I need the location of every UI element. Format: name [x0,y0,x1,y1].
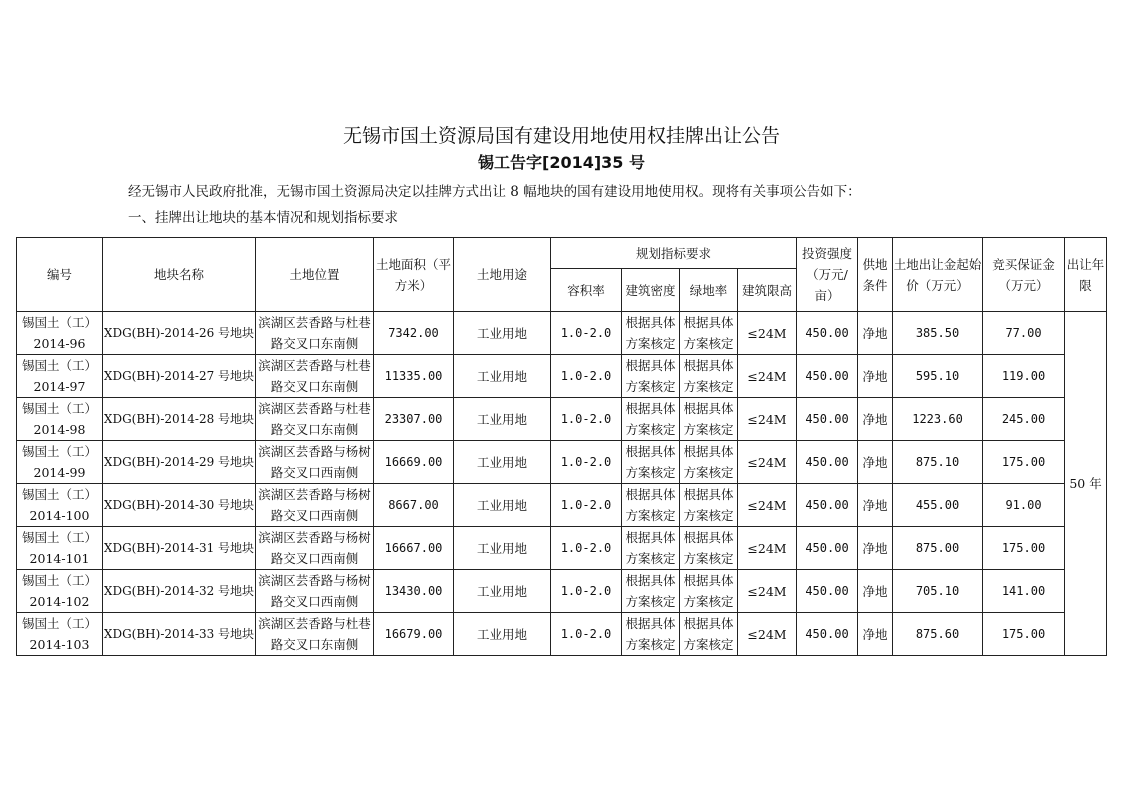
cell-id: 锡国土（工）2014-100 [17,484,103,527]
cell-parcel-name: XDG(BH)-2014-29 号地块 [103,441,256,484]
table-row [17,312,1107,355]
cell-parcel-name: XDG(BH)-2014-32 号地块 [103,570,256,613]
cell-supply: 净地 [858,613,893,656]
cell-far: 1.0-2.0 [551,398,622,441]
header-density: 建筑密度 [622,269,680,312]
cell-green: 根据具体方案核定 [680,355,738,398]
cell-height: ≤24M [738,527,797,570]
cell-far: 1.0-2.0 [551,441,622,484]
header-use: 土地用途 [454,238,551,312]
cell-location: 滨湖区芸香路与杜巷路交叉口东南侧 [256,312,374,355]
cell-area: 11335.00 [374,355,454,398]
cell-investment: 450.00 [797,441,858,484]
cell-parcel-name: XDG(BH)-2014-27 号地块 [103,355,256,398]
cell-use: 工业用地 [454,312,551,355]
cell-id: 锡国土（工）2014-98 [17,398,103,441]
header-parcel-name: 地块名称 [103,238,256,312]
table-row [17,570,1107,613]
cell-density: 根据具体方案核定 [622,570,680,613]
cell-start-price: 385.50 [893,312,983,355]
cell-area: 16667.00 [374,527,454,570]
cell-investment: 450.00 [797,398,858,441]
cell-area: 8667.00 [374,484,454,527]
cell-investment: 450.00 [797,570,858,613]
cell-density: 根据具体方案核定 [622,355,680,398]
cell-area: 16669.00 [374,441,454,484]
cell-use: 工业用地 [454,613,551,656]
cell-deposit: 141.00 [983,570,1065,613]
cell-height: ≤24M [738,398,797,441]
cell-start-price: 705.10 [893,570,983,613]
header-supply: 供地条件 [858,238,893,312]
document-number: 锡工告字[2014]35 号 [478,153,645,172]
header-green: 绿地率 [680,269,738,312]
cell-location: 滨湖区芸香路与杜巷路交叉口东南侧 [256,398,374,441]
cell-location: 滨湖区芸香路与杜巷路交叉口东南侧 [256,355,374,398]
cell-far: 1.0-2.0 [551,355,622,398]
cell-start-price: 875.10 [893,441,983,484]
cell-deposit: 175.00 [983,613,1065,656]
cell-parcel-name: XDG(BH)-2014-31 号地块 [103,527,256,570]
cell-investment: 450.00 [797,613,858,656]
cell-supply: 净地 [858,398,893,441]
cell-height: ≤24M [738,441,797,484]
parcel-table [16,237,1107,656]
cell-density: 根据具体方案核定 [622,484,680,527]
cell-far: 1.0-2.0 [551,484,622,527]
header-area: 土地面积（平方米） [374,238,454,312]
header-location: 土地位置 [256,238,374,312]
header-term: 出让年限 [1065,238,1107,312]
table-row [17,398,1107,441]
cell-parcel-name: XDG(BH)-2014-33 号地块 [103,613,256,656]
table-row [17,527,1107,570]
cell-use: 工业用地 [454,355,551,398]
table-row [17,484,1107,527]
cell-deposit: 175.00 [983,527,1065,570]
header-start-price: 土地出让金起始价（万元） [893,238,983,312]
cell-area: 13430.00 [374,570,454,613]
cell-density: 根据具体方案核定 [622,398,680,441]
cell-id: 锡国土（工）2014-103 [17,613,103,656]
cell-deposit: 77.00 [983,312,1065,355]
cell-parcel-name: XDG(BH)-2014-28 号地块 [103,398,256,441]
section-heading: 一、挂牌出让地块的基本情况和规划指标要求 [128,210,398,226]
cell-green: 根据具体方案核定 [680,570,738,613]
header-height: 建筑限高 [738,269,797,312]
cell-parcel-name: XDG(BH)-2014-30 号地块 [103,484,256,527]
page-title: 无锡市国土资源局国有建设用地使用权挂牌出让公告 [342,125,780,147]
cell-deposit: 91.00 [983,484,1065,527]
cell-location: 滨湖区芸香路与杨树路交叉口西南侧 [256,527,374,570]
intro-paragraph: 经无锡市人民政府批准，无锡市国土资源局决定以挂牌方式出让 8 幅地块的国有建设用地使用权。现将有关事项公告如下： [128,184,861,200]
cell-id: 锡国土（工）2014-101 [17,527,103,570]
cell-height: ≤24M [738,312,797,355]
cell-supply: 净地 [858,570,893,613]
cell-green: 根据具体方案核定 [680,484,738,527]
cell-density: 根据具体方案核定 [622,441,680,484]
cell-green: 根据具体方案核定 [680,527,738,570]
cell-green: 根据具体方案核定 [680,312,738,355]
cell-use: 工业用地 [454,527,551,570]
cell-density: 根据具体方案核定 [622,312,680,355]
cell-id: 锡国土（工）2014-97 [17,355,103,398]
cell-start-price: 875.60 [893,613,983,656]
header-far: 容积率 [551,269,622,312]
cell-location: 滨湖区芸香路与杨树路交叉口西南侧 [256,441,374,484]
cell-location: 滨湖区芸香路与杨树路交叉口西南侧 [256,484,374,527]
cell-green: 根据具体方案核定 [680,398,738,441]
cell-location: 滨湖区芸香路与杨树路交叉口西南侧 [256,570,374,613]
cell-far: 1.0-2.0 [551,570,622,613]
cell-supply: 净地 [858,312,893,355]
cell-lease-term: 50 年 [1065,312,1107,656]
table-row [17,441,1107,484]
cell-deposit: 119.00 [983,355,1065,398]
cell-use: 工业用地 [454,570,551,613]
cell-deposit: 175.00 [983,441,1065,484]
cell-investment: 450.00 [797,312,858,355]
cell-id: 锡国土（工）2014-99 [17,441,103,484]
cell-height: ≤24M [738,570,797,613]
cell-supply: 净地 [858,441,893,484]
cell-far: 1.0-2.0 [551,527,622,570]
cell-parcel-name: XDG(BH)-2014-26 号地块 [103,312,256,355]
header-planning: 规划指标要求 [551,238,797,269]
cell-use: 工业用地 [454,484,551,527]
cell-height: ≤24M [738,613,797,656]
header-investment: 投资强度（万元/亩） [797,238,858,312]
cell-supply: 净地 [858,527,893,570]
cell-green: 根据具体方案核定 [680,441,738,484]
cell-supply: 净地 [858,355,893,398]
cell-investment: 450.00 [797,355,858,398]
cell-id: 锡国土（工）2014-102 [17,570,103,613]
cell-supply: 净地 [858,484,893,527]
cell-investment: 450.00 [797,484,858,527]
cell-area: 23307.00 [374,398,454,441]
cell-far: 1.0-2.0 [551,613,622,656]
cell-height: ≤24M [738,355,797,398]
cell-id: 锡国土（工）2014-96 [17,312,103,355]
header-id: 编号 [17,238,103,312]
cell-start-price: 875.00 [893,527,983,570]
table-row [17,355,1107,398]
cell-start-price: 1223.60 [893,398,983,441]
cell-area: 7342.00 [374,312,454,355]
cell-far: 1.0-2.0 [551,312,622,355]
table-row [17,613,1107,656]
cell-start-price: 455.00 [893,484,983,527]
header-deposit: 竞买保证金（万元） [983,238,1065,312]
cell-use: 工业用地 [454,441,551,484]
cell-investment: 450.00 [797,527,858,570]
cell-density: 根据具体方案核定 [622,613,680,656]
cell-density: 根据具体方案核定 [622,527,680,570]
cell-start-price: 595.10 [893,355,983,398]
cell-height: ≤24M [738,484,797,527]
cell-area: 16679.00 [374,613,454,656]
cell-use: 工业用地 [454,398,551,441]
cell-deposit: 245.00 [983,398,1065,441]
cell-location: 滨湖区芸香路与杜巷路交叉口东南侧 [256,613,374,656]
cell-green: 根据具体方案核定 [680,613,738,656]
